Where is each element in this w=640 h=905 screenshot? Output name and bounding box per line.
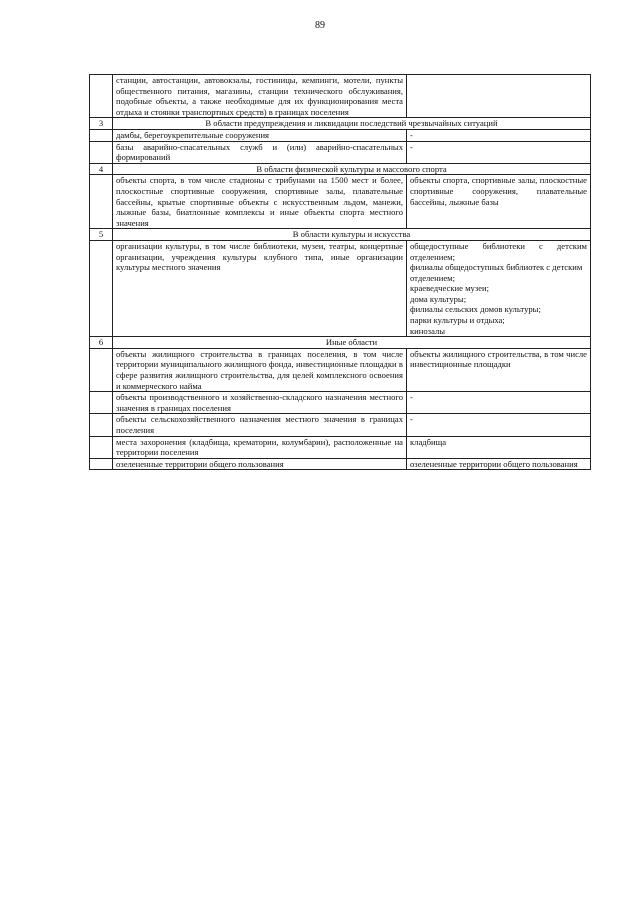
table-row bbox=[90, 129, 591, 141]
table-row bbox=[90, 392, 591, 414]
objects-cell: объекты производственного и хозяйственно-складского назначения местного значения в границах поселения bbox=[113, 392, 407, 414]
comment-cell bbox=[407, 240, 591, 336]
table-row bbox=[90, 75, 591, 118]
section-number: 4 bbox=[90, 163, 113, 175]
comment-cell: - bbox=[407, 141, 591, 163]
objects-cell: базы аварийно-спасательных служб и (или) аварийно-спасательных формирований bbox=[113, 141, 407, 163]
section-header-row bbox=[90, 163, 591, 175]
page-number: 89 bbox=[315, 20, 325, 31]
table-row bbox=[90, 414, 591, 436]
table-row bbox=[90, 458, 591, 470]
objects-cell: места захоронения (кладбища, крематории, колумбарии), расположенные на территории поселения bbox=[113, 436, 407, 458]
section-title: В области физической культуры и массового спорта bbox=[113, 163, 591, 175]
section-header-row bbox=[90, 229, 591, 241]
comment-cell bbox=[407, 75, 591, 118]
table-row bbox=[90, 141, 591, 163]
comment-cell: - bbox=[407, 129, 591, 141]
section-number: 5 bbox=[90, 229, 113, 241]
section-number: 3 bbox=[90, 118, 113, 130]
objects-cell: станции, автостанции, автовокзалы, гостиницы, кемпинги, мотели, пункты общественного питания, магазины, станции технического обслуживания, подобные объекты, а также необходимые для их функционирования места отдыха и стоянки транспортных средств) в границах поселения bbox=[113, 75, 407, 118]
comment-cell: - bbox=[407, 392, 591, 414]
comment-cell: - bbox=[407, 414, 591, 436]
section-title: В области культуры и искусства bbox=[113, 229, 591, 241]
comment-line: филиалы сельских домов культуры; bbox=[410, 304, 541, 315]
planning-objects-table bbox=[89, 74, 591, 470]
objects-cell: организации культуры, в том числе библиотеки, музеи, театры, концертные организации, учреждения культуры клубного типа, иные организации культуры местного значения bbox=[113, 240, 407, 336]
row-number-cell bbox=[90, 75, 113, 118]
section-header-row bbox=[90, 118, 591, 130]
objects-cell: объекты жилищного строительства в границах поселения, в том числе территории муниципального жилищного фонда, инвестиционные площадки в сфере развития жилищного строительства, для целей комплексного освоения и коммерческого найма bbox=[113, 348, 407, 391]
comment-cell: озелененные территории общего пользования bbox=[407, 458, 591, 470]
comment-cell: объекты жилищного строительства, в том числе инвестиционные площадки bbox=[407, 348, 591, 391]
objects-cell: озелененные территории общего пользования bbox=[113, 458, 407, 470]
section-header-row bbox=[90, 337, 591, 349]
table-row bbox=[90, 240, 591, 336]
section-title: Иные области bbox=[113, 337, 591, 349]
table-row bbox=[90, 175, 591, 229]
comment-line: общедоступные библиотеки с детским отделением; bbox=[410, 240, 587, 262]
objects-cell: объекты сельскохозяйственного назначения местного значения в границах поселения bbox=[113, 414, 407, 436]
comment-cell: кладбища bbox=[407, 436, 591, 458]
section-number: 6 bbox=[90, 337, 113, 349]
section-title: В области предупреждения и ликвидации последствий чрезвычайных ситуаций bbox=[113, 118, 591, 130]
comment-line: краеведческие музеи; bbox=[410, 283, 490, 294]
comment-line: дома культуры; bbox=[410, 293, 467, 304]
comment-line: кинозалы bbox=[410, 325, 446, 336]
comment-line: парки культуры и отдыха; bbox=[410, 315, 505, 326]
table-row bbox=[90, 348, 591, 391]
comment-line: филиалы общедоступных библиотек с детским отделением; bbox=[410, 262, 583, 283]
comment-cell: объекты спорта, спортивные залы, плоскостные спортивные сооружения, плавательные бассейны, лыжные базы bbox=[407, 175, 591, 229]
table-row bbox=[90, 436, 591, 458]
objects-cell: объекты спорта, в том числе стадионы с трибунами на 1500 мест и более, плоскостные спортивные сооружения, спортивные залы, плавательные бассейны, крытые спортивные объекты с искусственным льдом, манежи, лыжные базы, биатлонные комплексы и иные объекты спорта местного значения bbox=[113, 175, 407, 229]
objects-cell: дамбы, берегоукрепительные сооружения bbox=[113, 129, 407, 141]
